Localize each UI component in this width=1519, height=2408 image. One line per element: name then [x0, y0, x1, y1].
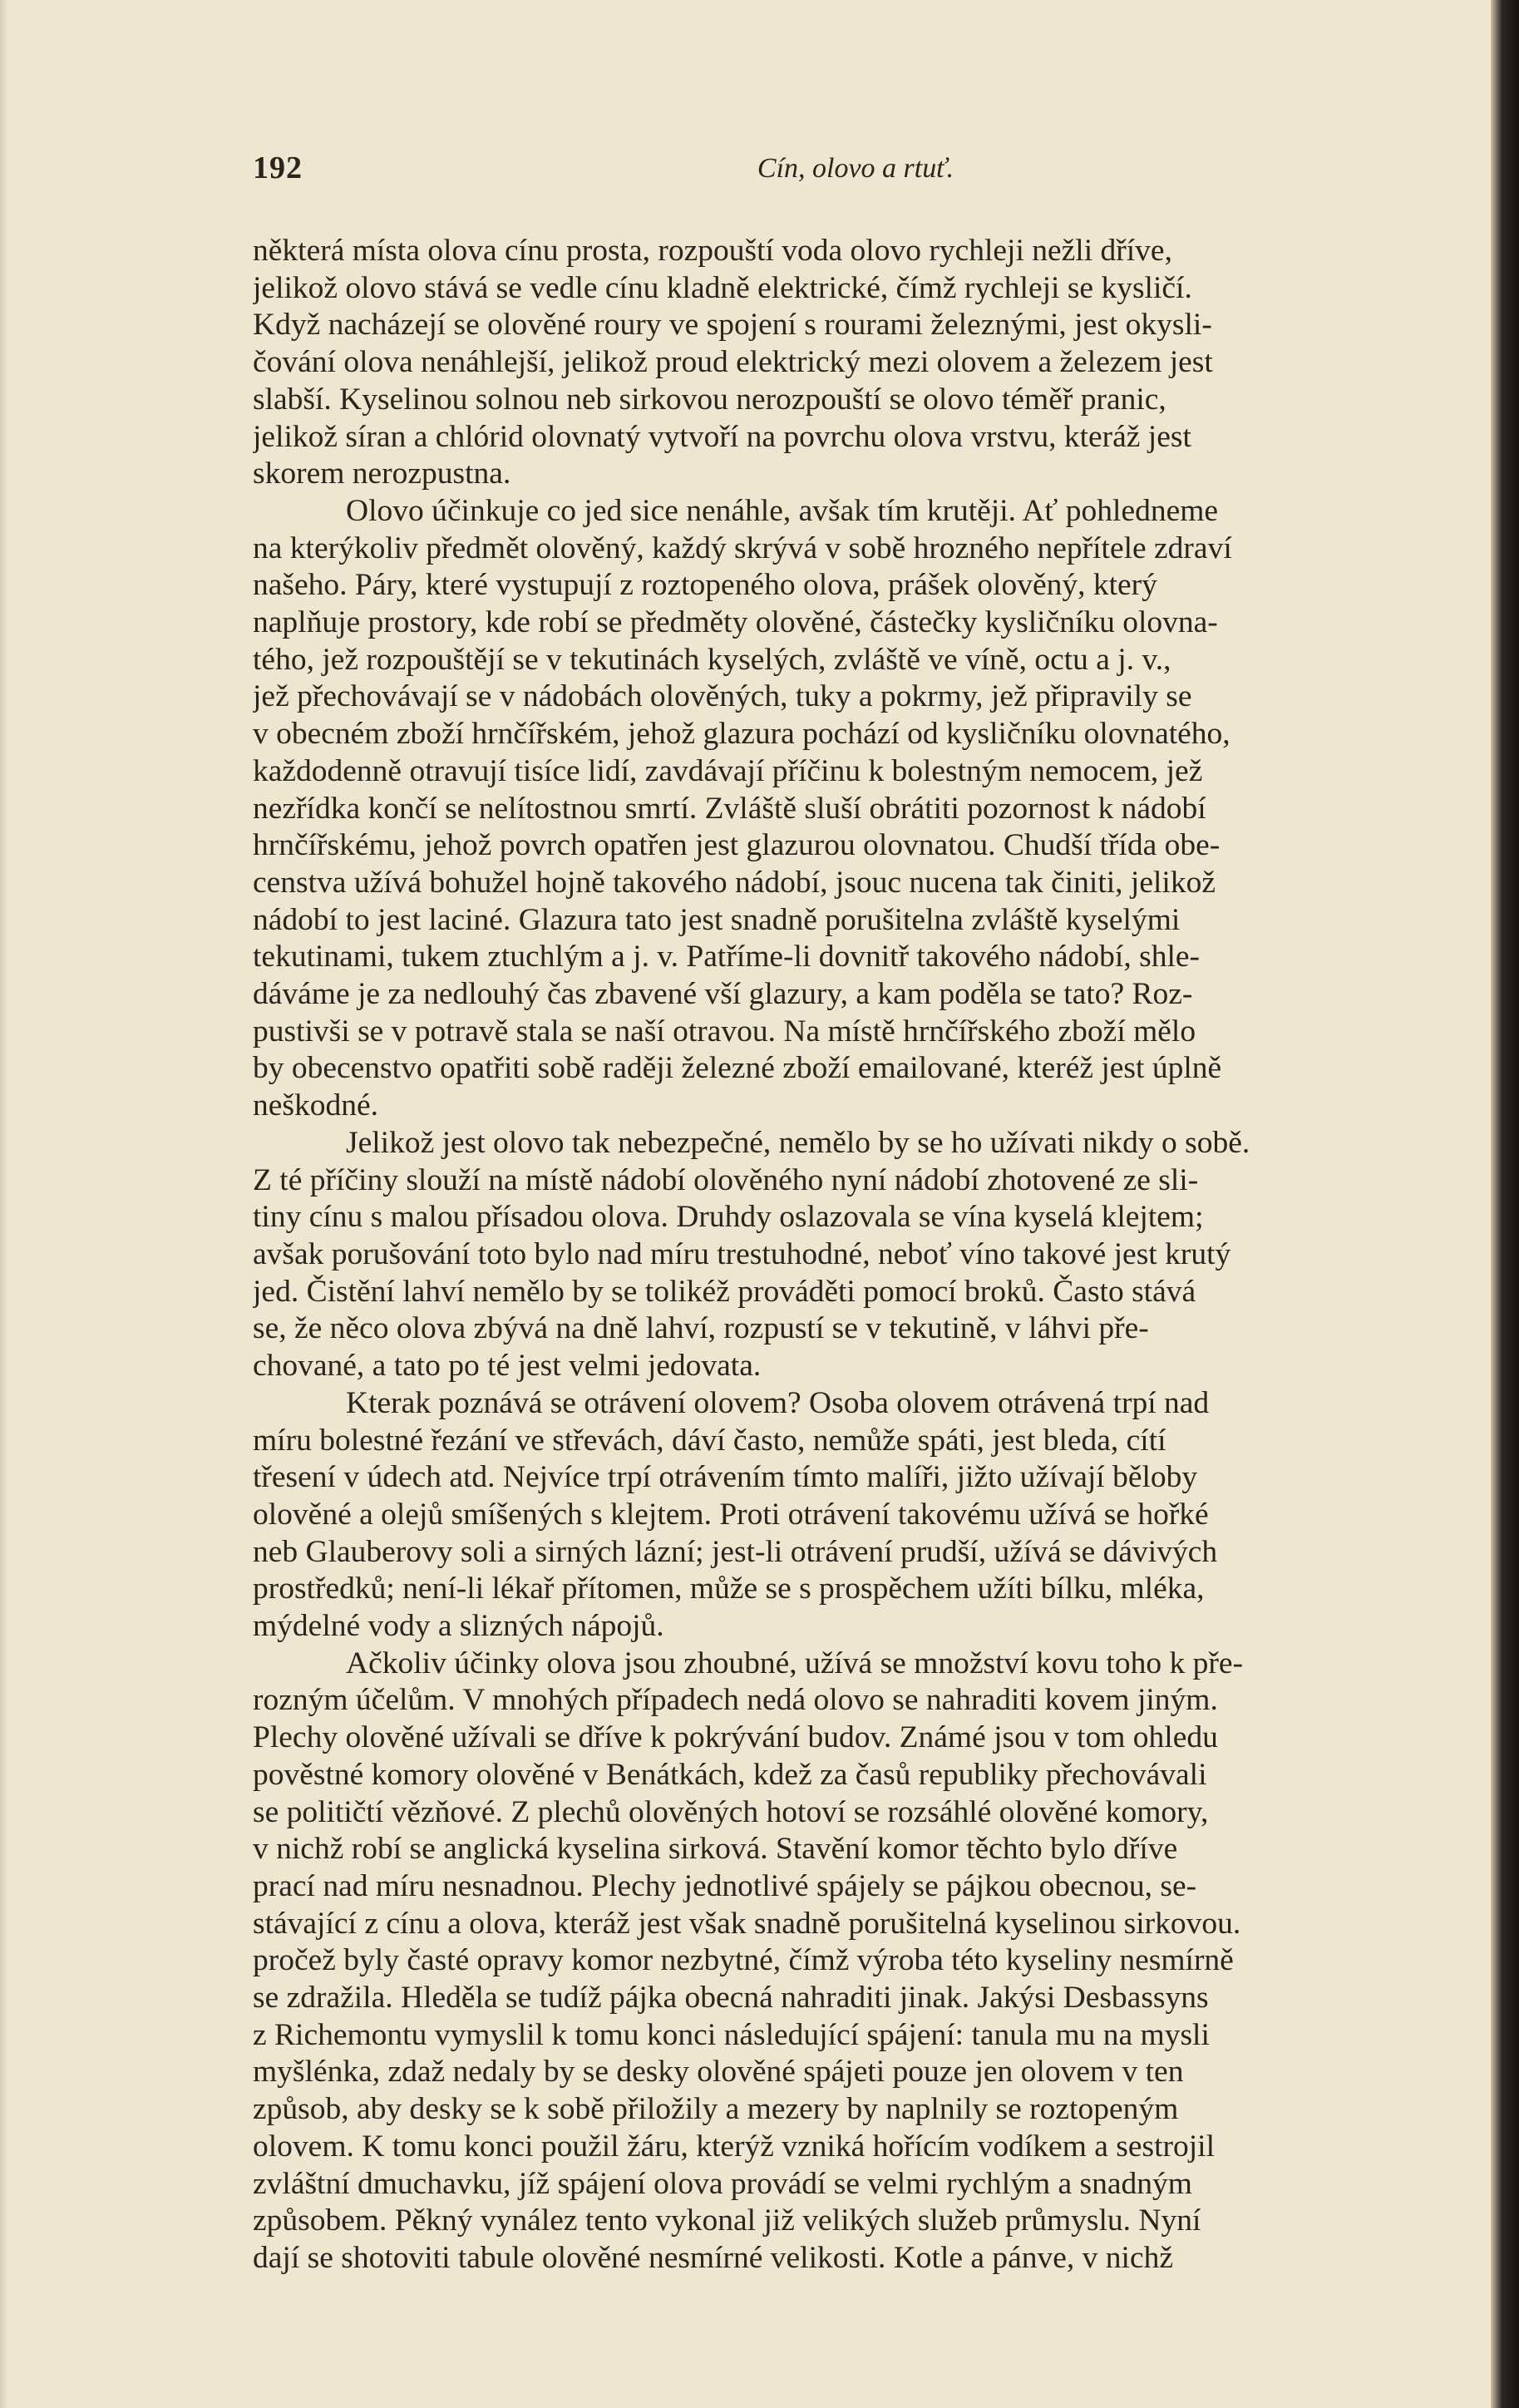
text-line: jed. Čistění lahví nemělo by se tolikéž prováděti pomocí broků. Často stává: [253, 1274, 1196, 1309]
text-line: na kterýkoliv předmět olověný, každý skrývá v sobě hrozného nepřítele zdraví: [253, 530, 1232, 565]
text-line: stávající z cínu a olova, kteráž jest však snadně porušitelná kyselinou sirkovou.: [253, 1906, 1241, 1941]
text-line: se političtí vězňové. Z plechů olověných hotoví se rozsáhlé olověné komory,: [253, 1794, 1209, 1829]
text-line: způsobem. Pěkný vynález tento vykonal již velikých služeb průmyslu. Nyní: [253, 2203, 1201, 2238]
text-line: tého, jež rozpouštějí se v tekutinách kyselých, zvláště ve víně, octu a j. v.,: [253, 642, 1171, 677]
page-number: 192: [253, 150, 303, 185]
text-line: Plechy olověné užívali se dříve k pokrývání budov. Známé jsou v tom ohledu: [253, 1720, 1218, 1755]
text-line: Když nacházejí se olověné roury ve spojení s rourami železnými, jest okysli-: [253, 308, 1212, 343]
text-line: olověné a olejů smíšených s klejtem. Proti otrávení takovému užívá se hořké: [253, 1497, 1209, 1532]
text-line: jež přechovávají se v nádobách olověných, tuky a pokrmy, jež připravily se: [253, 679, 1192, 714]
text-line: Z té příčiny slouží na místě nádobí olověného nyní nádobí zhotovené ze sli-: [253, 1162, 1199, 1197]
book-page: [253, 150, 1458, 2275]
text-line: Kterak poznává se otrávení olovem? Osoba olovem otrávená trpí nad: [346, 1385, 1210, 1420]
text-line: nádobí to jest laciné. Glazura tato jest snadně porušitelna zvláště kyselými: [253, 902, 1181, 937]
text-line: avšak porušování toto bylo nad míru trestuhodné, neboť víno takové jest krutý: [253, 1236, 1231, 1271]
text-line: některá místa olova cínu prosta, rozpouští voda olovo rychleji nežli dříve,: [253, 234, 1172, 268]
text-line: Olovo účinkuje co jed sice nenáhle, avšak tím krutěji. Ať pohledneme: [346, 493, 1219, 528]
text-line: míru bolestné řezání ve střevách, dáví často, nemůže spáti, jest bleda, cítí: [253, 1423, 1166, 1458]
text-line: mýdelné vody a slizných nápojů.: [253, 1609, 664, 1644]
text-line: jelikož síran a chlórid olovnatý vytvoří na povrchu olova vrstvu, kteráž jest: [253, 419, 1191, 454]
body-text: [253, 233, 1458, 2277]
text-line: jelikož olovo stává se vedle cínu kladně elektrické, čímž rychleji se kysličí.: [253, 270, 1192, 305]
text-line: našeho. Páry, které vystupují z roztopeného olova, prášek olověný, který: [253, 568, 1157, 603]
text-line: tiny cínu s malou přísadou olova. Druhdy oslazovala se vína kyselá klejtem;: [253, 1200, 1204, 1235]
text-line: slabší. Kyselinou solnou neb sirkovou nerozpouští se olovo téměř pranic,: [253, 382, 1166, 417]
scan-edge-left: [0, 0, 8, 2408]
text-line: třesení v údech atd. Nejvíce trpí otrávením tímto malíři, jižto užívají běloby: [253, 1460, 1198, 1495]
text-line: Ačkoliv účinky olova jsou zhoubné, užívá se množství kovu toho k pře-: [346, 1646, 1243, 1680]
text-line: hrnčířskému, jehož povrch opatřen jest glazurou olovnatou. Chudší třída obe-: [253, 828, 1221, 863]
text-line: prací nad míru nesnadnou. Plechy jednotlivé spájely se pájkou obecnou, se-: [253, 1868, 1197, 1903]
text-line: Jelikož jest olovo tak nebezpečné, nemělo by se ho užívati nikdy o sobě.: [346, 1125, 1250, 1160]
text-line: čování olova nenáhlejší, jelikož proud elektrický mezi olovem a železem jest: [253, 345, 1213, 380]
text-line: olovem. K tomu konci použil žáru, kterýž vzniká hořícím vodíkem a sestrojil: [253, 2129, 1216, 2164]
text-line: se, že něco olova zbývá na dně lahví, rozpustí se v tekutině, v láhvi pře-: [253, 1311, 1149, 1346]
text-line: censtva užívá bohužel hojně takového nádobí, jsouc nucena tak činiti, jelikož: [253, 865, 1216, 900]
text-line: každodenně otravují tisíce lidí, zavdávají příčinu k bolestným nemocem, jež: [253, 753, 1203, 788]
text-line: pověstné komory olověné v Benátkách, kdež za časů republiky přechovávali: [253, 1757, 1207, 1792]
text-line: dají se shotoviti tabule olověné nesmírné velikosti. Kotle a pánve, v nichž: [253, 2240, 1174, 2275]
text-line: v obecném zboží hrnčířském, jehož glazura pochází od kysličníku olovnatého,: [253, 717, 1230, 752]
text-line: z Richemontu vymyslil k tomu konci následující spájení: tanula mu na mysli: [253, 2017, 1210, 2052]
text-line: způsob, aby desky se k sobě přiložily a mezery by naplnily se roztopeným: [253, 2092, 1179, 2127]
text-line: pustivši se v potravě stala se naší otravou. Na místě hrnčířského zboží mělo: [253, 1014, 1196, 1049]
text-line: nezřídka končí se nelítostnou smrtí. Zvláště sluší obrátiti pozornost k nádobí: [253, 791, 1206, 826]
text-line: neb Glauberovy soli a sirných lázní; jest-li otrávení prudší, užívá se dávivých: [253, 1534, 1218, 1569]
text-line: by obecenstvo opatřiti sobě raději železné zboží emailované, kteréž jest úplně: [253, 1051, 1222, 1086]
running-title: Cín, olovo a rtuť.: [757, 153, 954, 184]
text-line: rozným účelům. V mnohých případech nedá olovo se nahraditi kovem jiným.: [253, 1683, 1218, 1718]
text-line: dáváme je za nedlouhý čas zbavené vší glazury, a kam poděla se tato? Roz-: [253, 977, 1193, 1012]
text-line: chované, a tato po té jest velmi jedovata.: [253, 1349, 762, 1384]
text-line: pročež byly časté opravy komor nezbytné, čímž výroba této kyseliny nesmírně: [253, 1943, 1234, 1978]
text-line: prostředků; není-li lékař přítomen, může se s prospěchem užíti bílku, mléka,: [253, 1572, 1205, 1606]
text-line: naplňuje prostory, kde robí se předměty olověné, částečky kysličníku olovna-: [253, 605, 1218, 640]
running-head: [253, 150, 1458, 208]
text-line: v nichž robí se anglická kyselina sirková. Stavění komor těchto bylo dříve: [253, 1832, 1178, 1867]
text-line: skorem nerozpustna.: [253, 456, 511, 491]
text-line: neškodné.: [253, 1088, 379, 1123]
scan-edge-right: [1491, 0, 1519, 2408]
text-line: se zdražila. Hleděla se tudíž pájka obecná nahraditi jinak. Jakýsi Desbassyns: [253, 1981, 1209, 2016]
text-line: tekutinami, tukem ztuchlým a j. v. Patříme-li dovnitř takového nádobí, shle-: [253, 940, 1200, 975]
text-line: myšlénka, zdaž nedaly by se desky olověné spájeti pouze jen olovem v ten: [253, 2055, 1184, 2090]
text-line: zvláštní dmuchavku, jíž spájení olova provádí se velmi rychlým a snadným: [253, 2166, 1192, 2201]
